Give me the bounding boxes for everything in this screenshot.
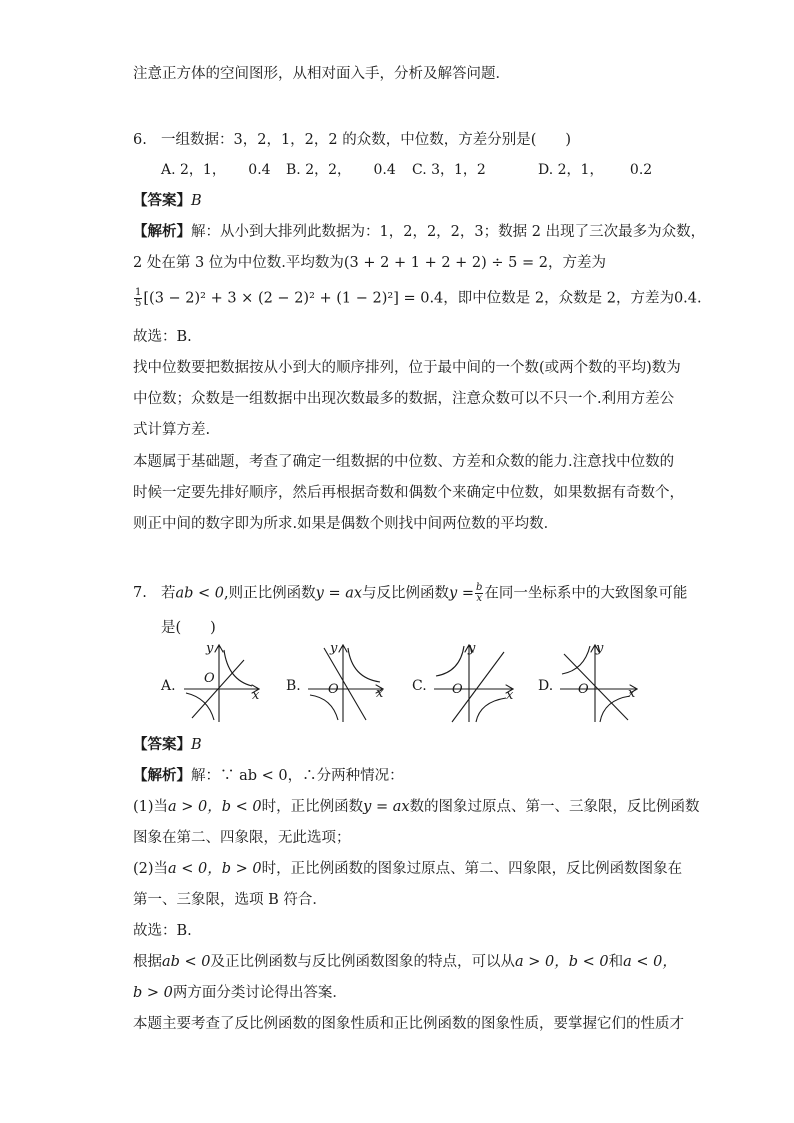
q7-stem-line-1 — [161, 583, 687, 604]
q6-mean-expr: (3 + 2 + 1 + 2 + 2) ÷ 5 = 2 — [343, 255, 548, 271]
q6-analysis-text-2: 2 处在第 3 位为中位数.平均数为 — [133, 255, 344, 271]
q7-analysis-text-1: 解：∵ ab < 0，∴分两种情况： — [191, 768, 404, 784]
q7-case2-b: 时，正比例函数的图象过原点、第二、四象限，反比例函数图象在 — [261, 861, 683, 877]
graph-d-y-label: y — [596, 641, 604, 656]
hyperbola-branch — [186, 693, 214, 720]
graph-b-y-label: y — [330, 641, 338, 656]
q7-note-a: 根据 — [133, 954, 162, 970]
q6-option-d[interactable] — [538, 160, 652, 180]
q6-analysis-line-2 — [133, 253, 606, 273]
q7-stem-a: 若 — [161, 585, 176, 602]
intro-line: 注意正方体的空间图形，从相对面入手，分析及解答问题． — [133, 66, 510, 82]
q7-option-c-label[interactable]: C. — [412, 678, 427, 694]
q6-choose: 故选：B. — [133, 329, 192, 345]
q6-note-line-2: 中位数；众数是一组数据中出现次数最多的数据，注意众数可以不只一个.利用方差公 — [133, 391, 675, 407]
graph-c-x-label: x — [506, 688, 514, 703]
graph-c-y-label: y — [468, 641, 476, 656]
q7-note-c: 和 — [608, 954, 624, 970]
q7-case1-b: 时，正比例函数 — [261, 799, 364, 815]
q6-analysis-text-3-end: . — [697, 290, 702, 307]
q7-note-c2: a < 0， — [623, 954, 677, 970]
q7-graph-a[interactable] — [182, 640, 266, 724]
linear-graph — [564, 654, 628, 720]
hyperbola-branch — [476, 698, 506, 722]
q7-case1-c: 数的图象过原点、第一、三象限，反比例函数 — [409, 799, 700, 815]
graph-a-x-label: x — [252, 688, 260, 703]
graph-a-origin-label: O — [204, 671, 215, 686]
q6-fraction — [134, 288, 142, 309]
q6-note-line-4: 本题属于基础题，考查了确定一组数据的中位数、方差和众数的能力.注意找中位数的 — [133, 454, 675, 470]
q7-case1-a: (1)当 — [133, 799, 169, 815]
q7-note-c1: a > 0，b < 0 — [515, 954, 609, 970]
graph-a-y-label: y — [206, 641, 214, 656]
q6-note-line-5: 时候一定要先排好顺序，然后再根据奇数和偶数个来确定中位数，如果数据有奇数个， — [133, 485, 684, 501]
q6-analysis-text-2b: ，方差为 — [548, 255, 606, 271]
q7-graph-b[interactable] — [306, 640, 390, 724]
q7-case1-line-1 — [133, 797, 700, 817]
q6-number: 6. — [133, 132, 147, 148]
q7-option-d-label[interactable]: D. — [538, 678, 554, 694]
q7-analysis-line-1 — [133, 766, 404, 786]
q6-answer — [133, 191, 202, 211]
q6-analysis-tag: 【解析】 — [133, 223, 191, 240]
q7-case1-f: y = ax — [363, 799, 410, 815]
graph-b-origin-label: O — [328, 682, 339, 697]
q7-note-line-1 — [133, 952, 677, 972]
q7-stem-d: 在同一坐标系中的大致图象可能 — [484, 585, 688, 602]
q6-note-line-6: 则正中间的数字即为所求.如果是偶数个则找中间两位数的平均数． — [133, 516, 559, 532]
q6-answer-tag: 【答案】 — [133, 192, 191, 209]
q6-stem: 一组数据：3，2，1，2，2 的众数，中位数，方差分别是( ) — [161, 132, 572, 148]
q6-variance-value: 0.4 — [673, 290, 698, 307]
q7-answer-tag: 【答案】 — [133, 736, 191, 753]
q6-option-d-label: D. 2，1， — [538, 162, 604, 178]
q7-option-a-label[interactable]: A. — [161, 678, 176, 694]
q6-option-c-label: C. 3，1，2 — [412, 162, 486, 178]
hyperbola-branch — [436, 646, 464, 676]
hyperbola-branch — [224, 650, 252, 686]
q7-stem-b: ,则正比例函数 — [224, 585, 316, 602]
hyperbola-branch — [310, 695, 338, 720]
q6-option-a-value: 0.4 — [248, 162, 271, 178]
q7-case1-cond: a > 0，b < 0 — [168, 799, 262, 815]
q7-stem-line-2: 是( ) — [161, 620, 216, 636]
q7-stem-c: 与反比例函数 — [362, 585, 450, 602]
q6-option-c[interactable] — [412, 160, 486, 180]
q7-stem-f2-num: b — [475, 582, 483, 593]
q7-graph-c[interactable] — [432, 640, 522, 724]
q6-option-d-value: 0.2 — [629, 162, 653, 178]
q6-answer-value: B — [191, 193, 202, 209]
q6-option-b-label: B. 2，2， — [286, 162, 352, 178]
q6-note-line-1: 找中位数要把数据按从小到大的顺序排列，位于最中间的一个数(或两个数的平均)数为 — [133, 360, 681, 376]
q6-variance-expr: [(3 − 2)² + 3 × (2 − 2)² + (1 − 2)²] = 0.4 — [143, 290, 444, 307]
q6-analysis-text-1: 解：从小到大排列此数据为：1，2，2，2，3；数据 2 出现了三次最多为众数， — [191, 224, 706, 240]
q7-case2-cond: a < 0，b > 0 — [168, 861, 262, 877]
q7-stem-f2-frac — [475, 583, 483, 604]
q7-stem-f2-lhs: y = — [449, 585, 474, 602]
q7-note-line-2 — [133, 983, 347, 1003]
q7-case2-a: (2)当 — [133, 861, 169, 877]
graph-d-x-label: x — [628, 686, 636, 701]
q6-option-a[interactable] — [161, 160, 271, 180]
q7-stem-cond: ab < 0 — [175, 585, 225, 602]
hyperbola-branch — [348, 648, 380, 682]
hyperbola-branch — [562, 646, 590, 674]
q7-note-line-3: 本题主要考查了反比例函数的图象性质和正比例函数的图象性质，要掌握它们的性质才 — [133, 1016, 684, 1032]
q6-option-b-value: 0.4 — [373, 162, 396, 178]
q7-case1-line-2: 图象在第二、四象限，无此选项； — [133, 830, 351, 846]
q6-frac-num: 1 — [135, 287, 142, 298]
q7-case2-line-2: 第一、三象限，选项 B 符合． — [133, 892, 327, 908]
q6-option-b[interactable] — [286, 160, 396, 180]
q6-frac-den: 5 — [135, 298, 142, 309]
q7-analysis-tag: 【解析】 — [133, 767, 191, 784]
q7-number: 7. — [133, 585, 147, 601]
q7-choose: 故选：B. — [133, 923, 192, 939]
q7-note-b: 及正比例函数与反比例函数图象的特点，可以从 — [210, 954, 516, 970]
q7-note-cond: ab < 0 — [162, 954, 211, 970]
graph-c-origin-label: O — [452, 682, 463, 697]
q7-answer — [133, 735, 202, 755]
q7-answer-value: B — [191, 737, 202, 753]
graph-b-x-label: x — [376, 686, 384, 701]
q7-note-l2-cond: b > 0 — [133, 985, 173, 1001]
q6-option-a-label: A. 2，1， — [161, 162, 226, 178]
q7-option-b-label[interactable]: B. — [286, 678, 301, 694]
graph-d-origin-label: O — [578, 682, 589, 697]
q6-note-line-3: 式计算方差. — [133, 422, 211, 438]
q6-analysis-text-3: ，即中位数是 2，众数是 2，方差为 — [443, 290, 674, 307]
q7-note-l2-text: 两方面分类讨论得出答案． — [172, 985, 347, 1001]
q6-analysis-line-1 — [133, 222, 705, 242]
q6-analysis-line-3 — [133, 288, 702, 309]
q7-stem-f1: y = ax — [315, 585, 363, 602]
q7-stem-f2-den: x — [476, 593, 482, 604]
q7-case2-line-1 — [133, 859, 682, 879]
